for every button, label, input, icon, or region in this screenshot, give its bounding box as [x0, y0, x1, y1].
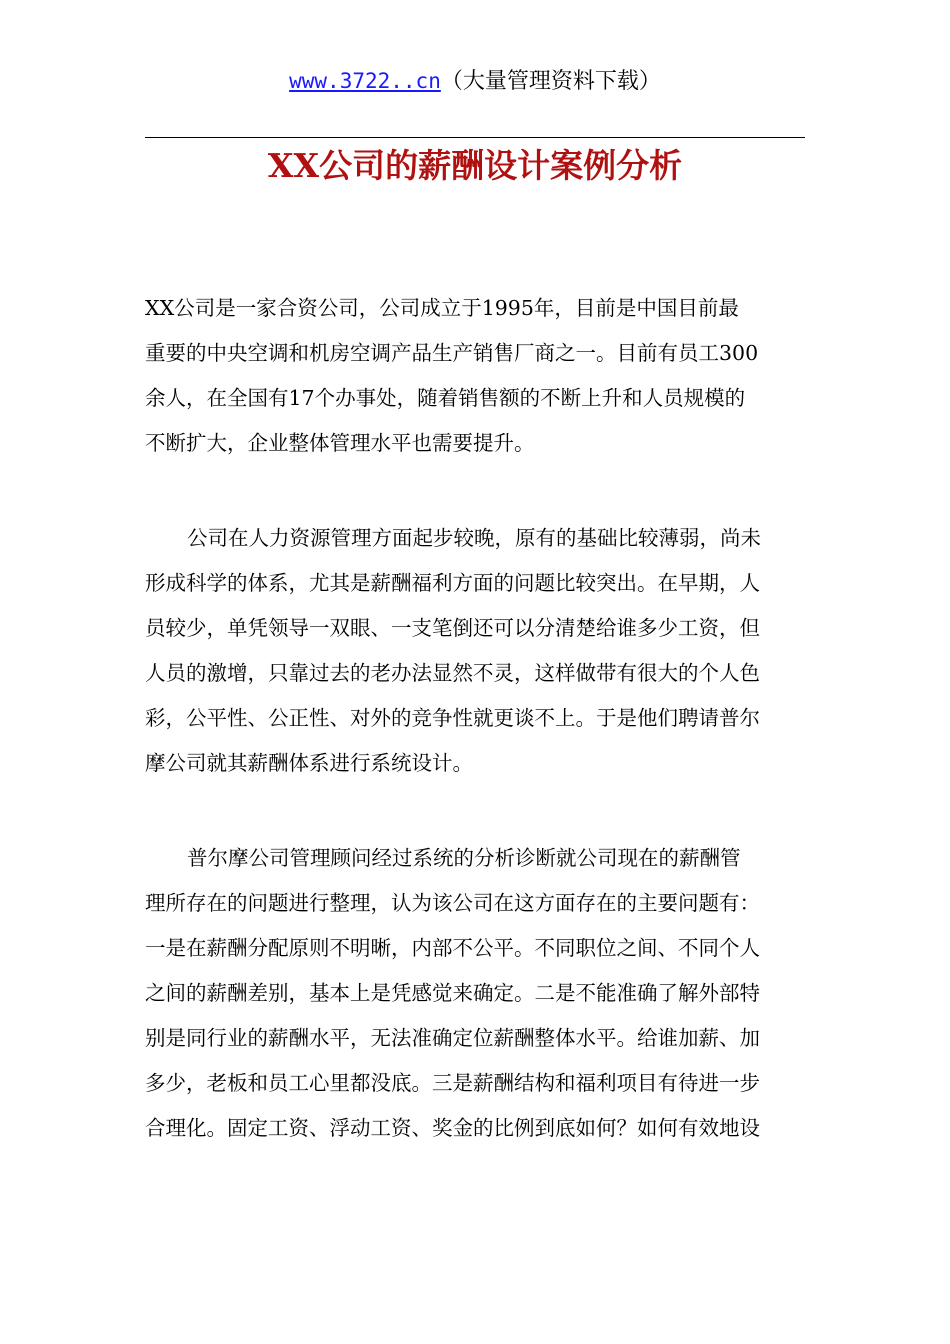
paragraph-line: 形成科学的体系，尤其是薪酬福利方面的问题比较突出。在早期，人 [145, 571, 760, 595]
paragraph-line: 不断扩大，企业整体管理水平也需要提升。 [145, 431, 535, 455]
paragraph-line: 人员的激增，只靠过去的老办法显然不灵，这样做带有很大的个人色 [145, 661, 760, 685]
paragraph-line: 普尔摩公司管理顾问经过系统的分析诊断就公司现在的薪酬管 [187, 846, 741, 870]
paragraph-line: 重要的中央空调和机房空调产品生产销售厂商之一。目前有员工300 [145, 341, 759, 365]
paragraph-line: 别是同行业的薪酬水平，无法准确定位薪酬整体水平。给谁加薪、加 [145, 1026, 760, 1050]
paragraph-1 [145, 286, 805, 466]
header-website-link[interactable]: www.3722..cn [289, 69, 441, 93]
paragraph-line: XX公司是一家合资公司，公司成立于1995年，目前是中国目前最 [145, 296, 739, 320]
header-note: （大量管理资料下载） [440, 69, 661, 94]
paragraph-line: 员较少，单凭领导一双眼、一支笔倒还可以分清楚给谁多少工资，但 [145, 616, 760, 640]
paragraph-line: 多少，老板和员工心里都没底。三是薪酬结构和福利项目有待进一步 [145, 1071, 760, 1095]
document-title: XX公司的薪酬设计案例分析 [267, 146, 683, 185]
paragraph-3 [145, 836, 805, 1151]
paragraph-line: 摩公司就其薪酬体系进行系统设计。 [145, 751, 473, 775]
paragraph-line: 之间的薪酬差别，基本上是凭感觉来确定。二是不能准确了解外部特 [145, 981, 760, 1005]
page-header [0, 66, 950, 97]
paragraph-line: 余人，在全国有17个办事处，随着销售额的不断上升和人员规模的 [145, 386, 746, 410]
paragraph-line: 公司在人力资源管理方面起步较晚，原有的基础比较薄弱，尚未 [187, 526, 761, 550]
paragraph-line: 合理化。固定工资、浮动工资、奖金的比例到底如何？如何有效地设 [145, 1116, 760, 1140]
paragraph-line: 彩，公平性、公正性、对外的竞争性就更谈不上。于是他们聘请普尔 [145, 706, 760, 730]
paragraph-line: 理所存在的问题进行整理，认为该公司在这方面存在的主要问题有： [145, 891, 760, 915]
paragraph-line: 一是在薪酬分配原则不明晰，内部不公平。不同职位之间、不同个人 [145, 936, 760, 960]
header-divider [145, 137, 805, 138]
paragraph-2 [145, 516, 805, 786]
document-body [145, 286, 805, 1201]
